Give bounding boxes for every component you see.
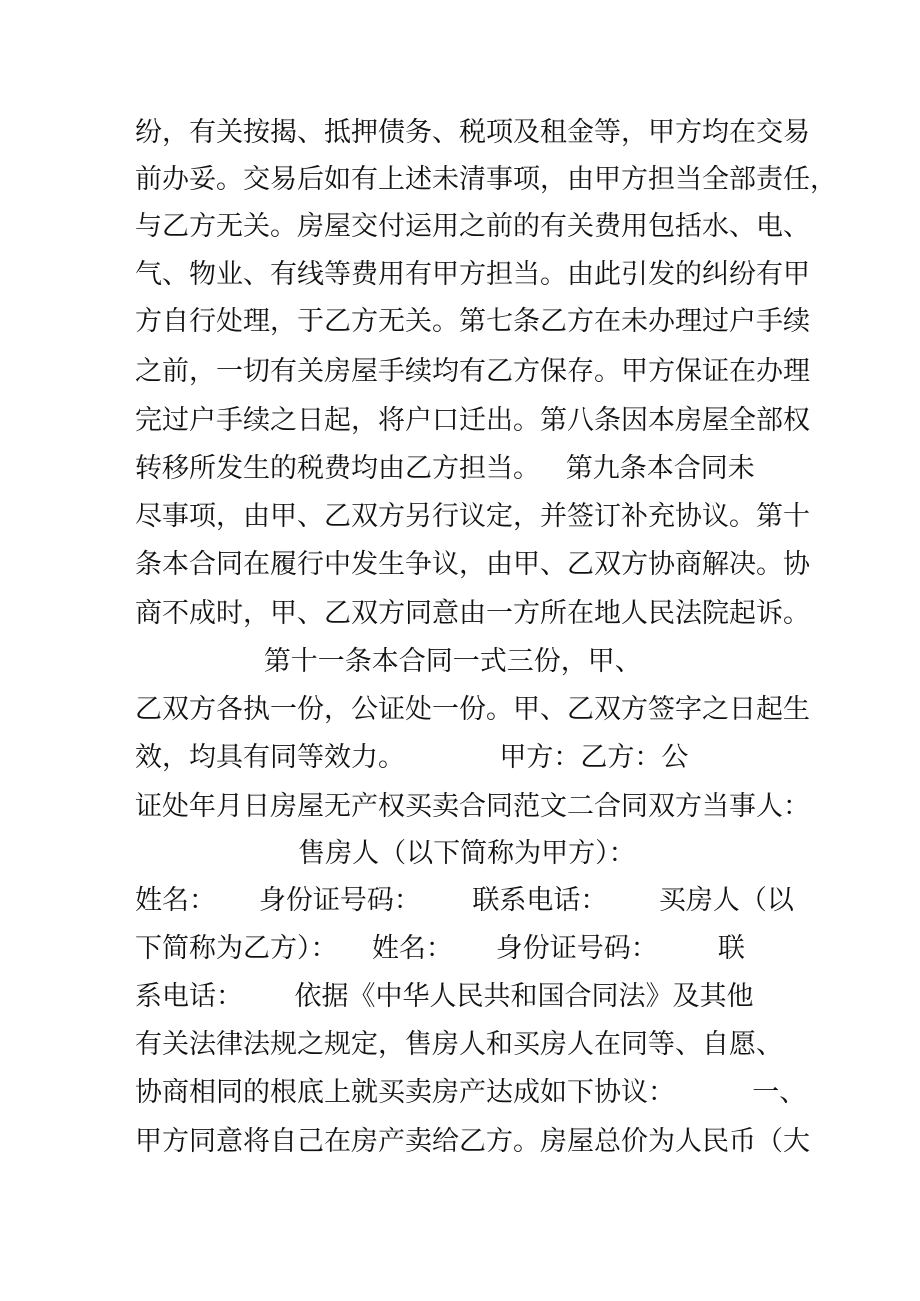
text-line: 有关法律法规之规定，售房人和买房人在同等、自愿、 — [135, 1029, 783, 1060]
text-line: 气、物业、有线等费用有甲方担当。由此引发的纠纷有甲 — [135, 259, 810, 290]
text-line: 效，均具有同等效力。 甲方：乙方：公 — [135, 742, 689, 773]
text-line: 尽事项，由甲、乙双方另行议定，并签订补充协议。第十 — [135, 501, 810, 532]
text-line: 下简称为乙方）： 姓名： 身份证号码： 联 — [135, 933, 745, 964]
text-line: 协商相同的根底上就买卖房产达成如下协议： 一、 — [135, 1077, 807, 1108]
text-line: 系电话： 依据《中华人民共和国合同法》及其他 — [135, 981, 754, 1012]
text-line: 证处年月日房屋无产权买卖合同范文二合同双方当事人： — [135, 791, 810, 822]
text-line: 转移所发生的税费均由乙方担当。 第九条本合同未 — [135, 453, 755, 484]
text-line: 姓名： 身份证号码： 联系电话： 买房人（以 — [135, 885, 794, 916]
text-line: 第十一条本合同一式三份，甲、 — [135, 646, 642, 677]
text-line: 完过户手续之日起，将户口迁出。第八条因本房屋全部权 — [135, 405, 810, 436]
text-line: 之前，一切有关房屋手续均有乙方保存。甲方保证在办理 — [135, 356, 810, 387]
text-line: 甲方同意将自己在房产卖给乙方。房屋总价为人民币（大 — [135, 1126, 810, 1157]
text-line: 售房人（以下简称为甲方）： — [135, 838, 636, 869]
text-line: 条本合同在履行中发生争议，由甲、乙双方协商解决。协 — [135, 549, 810, 580]
text-line: 前办妥。交易后如有上述未清事项，由甲方担当全部责任， — [135, 164, 837, 195]
text-line: 商不成时，甲、乙双方同意由一方所在地人民法院起诉。 — [135, 598, 810, 629]
text-line: 乙双方各执一份，公证处一份。甲、乙双方签字之日起生 — [135, 694, 810, 725]
text-line: 纷，有关按揭、抵押债务、税项及租金等，甲方均在交易 — [135, 117, 810, 148]
text-line: 方自行处理，于乙方无关。第七条乙方在未办理过户手续 — [135, 306, 810, 337]
text-line: 与乙方无关。房屋交付运用之前的有关费用包括水、电、 — [135, 211, 810, 242]
